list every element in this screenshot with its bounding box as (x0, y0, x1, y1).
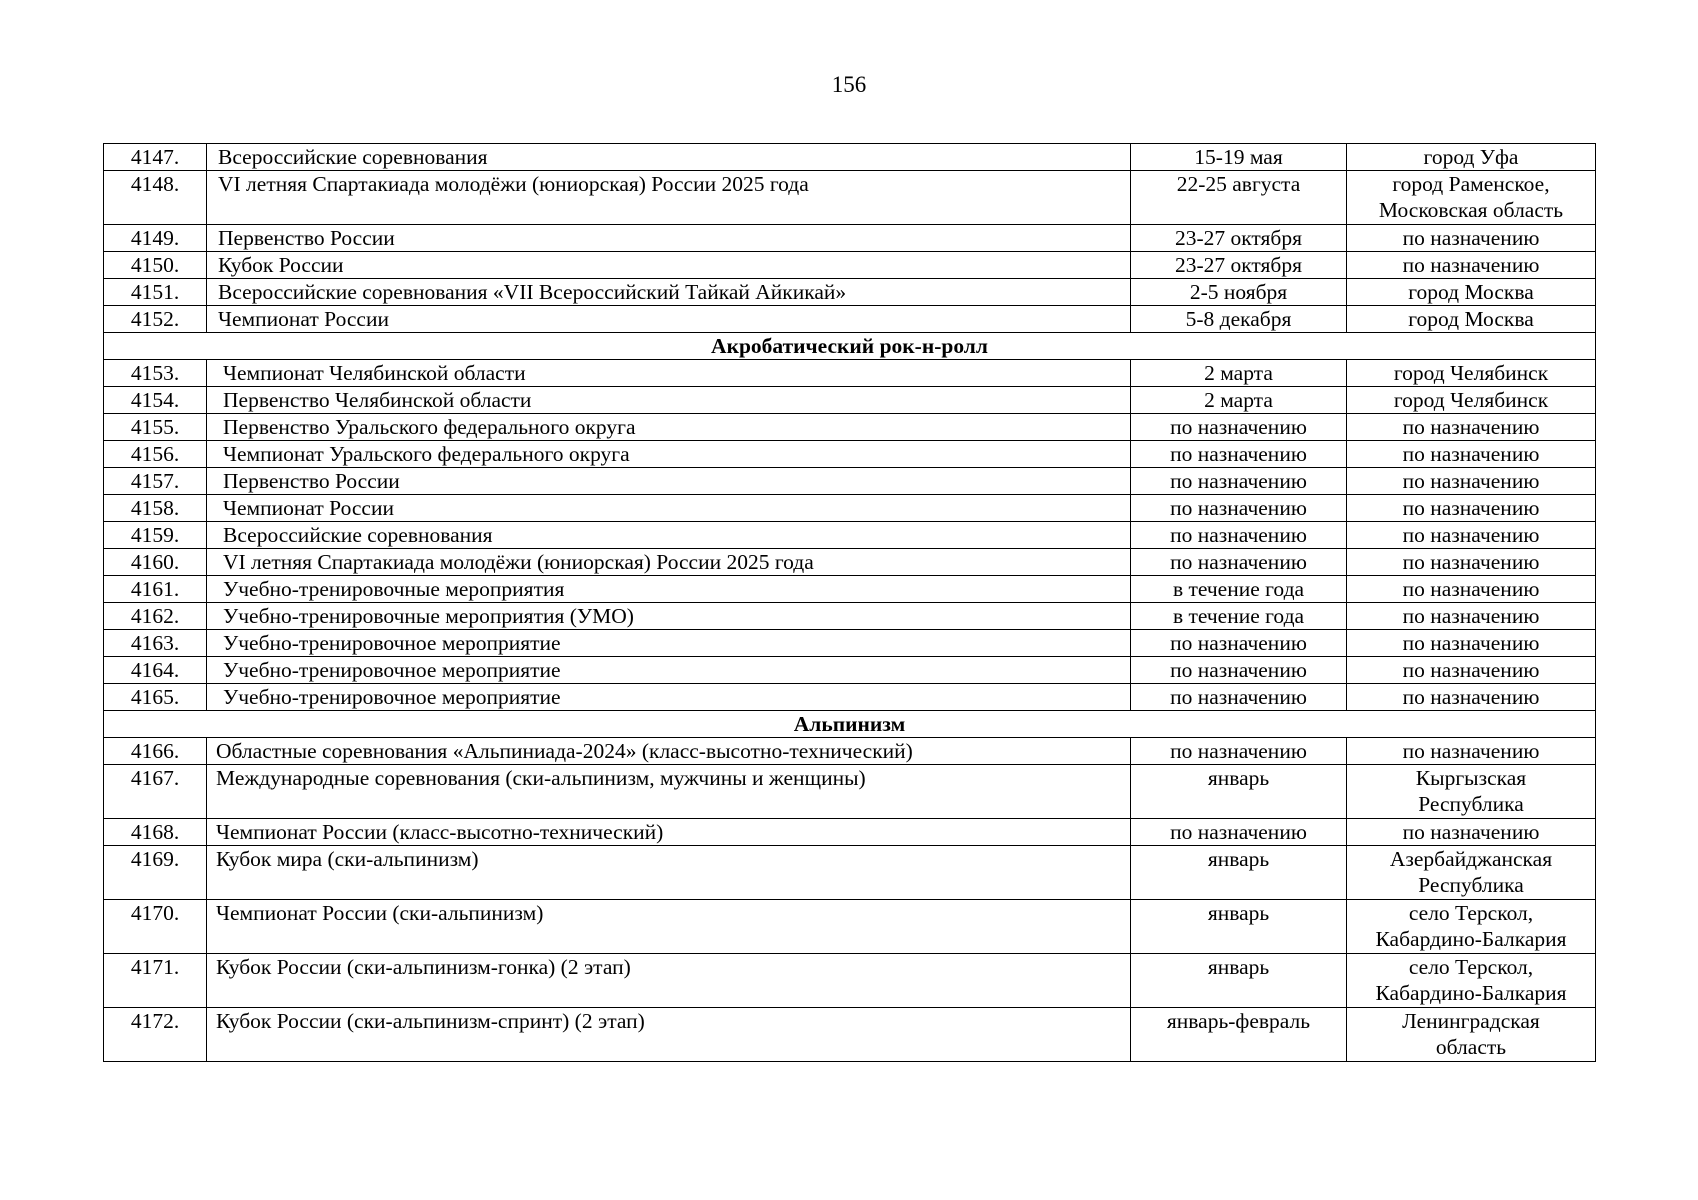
table-row (104, 306, 1596, 333)
event-date: в течение года (1131, 576, 1347, 603)
event-place: по назначению (1347, 738, 1596, 765)
event-place-line: город Раменское, (1392, 172, 1550, 196)
table-row (104, 360, 1596, 387)
section-heading: Акробатический рок-н-ролл (104, 333, 1596, 360)
event-name: Чемпионат России (207, 495, 1131, 522)
event-place: по назначению (1347, 495, 1596, 522)
event-name: Чемпионат Челябинской области (207, 360, 1131, 387)
event-date: январь (1131, 900, 1347, 954)
event-place (1347, 171, 1596, 225)
event-name: Кубок России (ски-альпинизм-гонка) (2 этап) (207, 954, 1131, 1008)
event-place: по назначению (1347, 252, 1596, 279)
event-name: Чемпионат Уральского федерального округа (207, 441, 1131, 468)
event-name: Учебно-тренировочное мероприятие (207, 684, 1131, 711)
table-row (104, 414, 1596, 441)
event-place: по назначению (1347, 657, 1596, 684)
event-date: 23-27 октября (1131, 225, 1347, 252)
event-number: 4170. (104, 900, 207, 954)
section-heading: Альпинизм (104, 711, 1596, 738)
event-number: 4168. (104, 819, 207, 846)
event-place (1347, 1008, 1596, 1062)
event-place-line: Ленинградская (1402, 1009, 1540, 1033)
event-place-line: Кыргызская (1415, 766, 1527, 790)
page-number: 156 (831, 72, 867, 97)
table-row (104, 684, 1596, 711)
event-date: 2-5 ноября (1131, 279, 1347, 306)
event-number: 4172. (104, 1008, 207, 1062)
event-name: Чемпионат России (ски-альпинизм) (207, 900, 1131, 954)
event-date: по назначению (1131, 441, 1347, 468)
table-row (104, 657, 1596, 684)
event-number: 4163. (104, 630, 207, 657)
event-name: Учебно-тренировочные мероприятия (УМО) (207, 603, 1131, 630)
event-date: январь (1131, 765, 1347, 819)
event-place: по назначению (1347, 414, 1596, 441)
event-name: Учебно-тренировочное мероприятие (207, 630, 1131, 657)
table-row (104, 1008, 1596, 1062)
table-row (104, 387, 1596, 414)
table-row (104, 549, 1596, 576)
event-number: 4152. (104, 306, 207, 333)
event-date: январь (1131, 954, 1347, 1008)
event-place-line: село Терскол, (1408, 901, 1534, 925)
section-heading-row (104, 711, 1596, 738)
table-row (104, 252, 1596, 279)
event-number: 4160. (104, 549, 207, 576)
event-date: 2 марта (1131, 360, 1347, 387)
event-number: 4150. (104, 252, 207, 279)
table-row (104, 468, 1596, 495)
event-place (1347, 900, 1596, 954)
event-number: 4149. (104, 225, 207, 252)
event-place: город Челябинск (1347, 387, 1596, 414)
event-date: по назначению (1131, 549, 1347, 576)
event-place-line: Азербайджанская (1389, 847, 1553, 871)
event-date: в течение года (1131, 603, 1347, 630)
event-place-line: Кабардино-Балкария (1375, 981, 1567, 1005)
event-number: 4164. (104, 657, 207, 684)
event-place: по назначению (1347, 441, 1596, 468)
event-number: 4151. (104, 279, 207, 306)
event-date: 22-25 августа (1131, 171, 1347, 225)
event-date: по назначению (1131, 684, 1347, 711)
event-name: Чемпионат России (класс-высотно-технический) (207, 819, 1131, 846)
event-place: город Челябинск (1347, 360, 1596, 387)
event-place: город Москва (1347, 306, 1596, 333)
event-place: по назначению (1347, 522, 1596, 549)
event-place (1347, 954, 1596, 1008)
event-number: 4167. (104, 765, 207, 819)
event-name: Всероссийские соревнования «VII Всероссийский Тайкай Айкикай» (207, 279, 1131, 306)
event-date: 15-19 мая (1131, 144, 1347, 171)
event-place: город Москва (1347, 279, 1596, 306)
event-name: Кубок России (207, 252, 1131, 279)
table-row (104, 900, 1596, 954)
table-row (104, 495, 1596, 522)
event-number: 4156. (104, 441, 207, 468)
event-place: по назначению (1347, 603, 1596, 630)
event-number: 4162. (104, 603, 207, 630)
event-number: 4158. (104, 495, 207, 522)
event-place-line: область (1435, 1035, 1507, 1059)
table-row (104, 738, 1596, 765)
event-date: по назначению (1131, 468, 1347, 495)
event-date: 2 марта (1131, 387, 1347, 414)
table-row (104, 576, 1596, 603)
table-row (104, 279, 1596, 306)
event-number: 4153. (104, 360, 207, 387)
event-name: Первенство России (207, 468, 1131, 495)
event-name: VI летняя Спартакиада молодёжи (юниорская) России 2025 года (207, 549, 1131, 576)
event-name: Первенство России (207, 225, 1131, 252)
event-date: по назначению (1131, 657, 1347, 684)
table-row (104, 630, 1596, 657)
event-date: январь-февраль (1131, 1008, 1347, 1062)
event-place: по назначению (1347, 819, 1596, 846)
event-name: Всероссийские соревнования (207, 144, 1131, 171)
event-date: январь (1131, 846, 1347, 900)
event-name: Кубок России (ски-альпинизм-спринт) (2 этап) (207, 1008, 1131, 1062)
event-name: Всероссийские соревнования (207, 522, 1131, 549)
event-date: по назначению (1131, 738, 1347, 765)
event-place: по назначению (1347, 576, 1596, 603)
event-number: 4159. (104, 522, 207, 549)
event-number: 4148. (104, 171, 207, 225)
table-row (104, 819, 1596, 846)
event-place: по назначению (1347, 549, 1596, 576)
event-place-line: Московская область (1378, 198, 1564, 222)
table-row (104, 846, 1596, 900)
table-row (104, 144, 1596, 171)
event-number: 4165. (104, 684, 207, 711)
event-name: Чемпионат России (207, 306, 1131, 333)
event-place (1347, 765, 1596, 819)
event-date: 23-27 октября (1131, 252, 1347, 279)
section-heading-row (104, 333, 1596, 360)
table-row (104, 954, 1596, 1008)
event-number: 4147. (104, 144, 207, 171)
event-date: по назначению (1131, 630, 1347, 657)
event-number: 4161. (104, 576, 207, 603)
event-name: Учебно-тренировочное мероприятие (207, 657, 1131, 684)
event-number: 4157. (104, 468, 207, 495)
table-row (104, 225, 1596, 252)
event-date: по назначению (1131, 495, 1347, 522)
event-name: Кубок мира (ски-альпинизм) (207, 846, 1131, 900)
table-row (104, 603, 1596, 630)
event-name: Областные соревнования «Альпиниада-2024» (класс-высотно-технический) (207, 738, 1131, 765)
event-date: по назначению (1131, 522, 1347, 549)
event-place-line: Кабардино-Балкария (1375, 927, 1567, 951)
event-number: 4166. (104, 738, 207, 765)
event-place: по назначению (1347, 468, 1596, 495)
event-number: 4155. (104, 414, 207, 441)
event-name: VI летняя Спартакиада молодёжи (юниорская) России 2025 года (207, 171, 1131, 225)
event-place-line: Республика (1418, 792, 1524, 816)
event-number: 4169. (104, 846, 207, 900)
event-name: Первенство Уральского федерального округа (207, 414, 1131, 441)
event-date: по назначению (1131, 414, 1347, 441)
event-date: 5-8 декабря (1131, 306, 1347, 333)
table-row (104, 765, 1596, 819)
table-row (104, 441, 1596, 468)
event-name: Первенство Челябинской области (207, 387, 1131, 414)
event-place: город Уфа (1347, 144, 1596, 171)
event-place: по назначению (1347, 684, 1596, 711)
table-row (104, 522, 1596, 549)
table-row (104, 171, 1596, 225)
event-number: 4154. (104, 387, 207, 414)
events-table (103, 143, 1596, 1062)
event-place: по назначению (1347, 630, 1596, 657)
event-place: по назначению (1347, 225, 1596, 252)
event-place (1347, 846, 1596, 900)
event-number: 4171. (104, 954, 207, 1008)
event-place-line: Республика (1418, 873, 1524, 897)
event-name: Учебно-тренировочные мероприятия (207, 576, 1131, 603)
event-place-line: село Терскол, (1408, 955, 1534, 979)
event-name: Международные соревнования (ски-альпинизм, мужчины и женщины) (207, 765, 1131, 819)
event-date: по назначению (1131, 819, 1347, 846)
